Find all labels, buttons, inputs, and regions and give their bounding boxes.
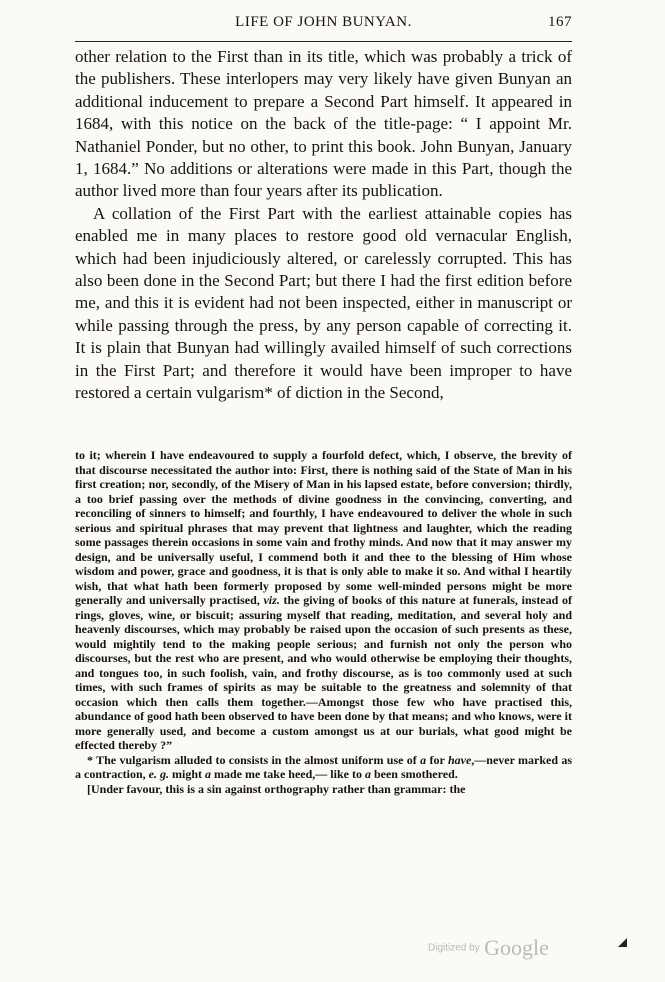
footnote-text: * The vulgarism alluded to consists in the almost uniform use of (87, 752, 417, 767)
google-logo: Google (484, 935, 549, 960)
footnote-italic: a (364, 767, 371, 781)
header-rule (75, 41, 572, 42)
running-header (75, 14, 572, 36)
small-print-section (75, 448, 572, 796)
digitized-watermark (428, 935, 549, 961)
footnote-italic: a (204, 767, 211, 781)
page-number: 167 (548, 14, 572, 30)
footnote-italic: e. g. (148, 767, 169, 781)
footnote-text: made me take heed,— like to (213, 767, 362, 781)
footnote-text: been smothered. (373, 767, 458, 781)
paragraph-1: other relation to the First than in its title, which was probably a trick of the publishers. These interlopers may very likely have given Bunyan an additional inducement to prepare a Second Part himself. It appeared in 1684, with this notice on the back of the title-page: “ I appoint Mr. Nathaniel Ponder, but no other, to print this book. John Bunyan, January 1, 1684.” No additions or alterations were made in this Part, though the author lived more than four years after its publication. (75, 47, 572, 201)
running-title: LIFE OF JOHN BUNYAN. (235, 14, 412, 30)
viz-italic: viz. (263, 593, 280, 607)
footnote (75, 753, 572, 782)
paragraph-2: A collation of the First Part with the earliest attainable copies has enabled me in many places to restore good old vernacular English, which had been injudiciously altered, or carelessly corrupted. This has also been done in the Second Part; but there I had the first edition before me, and this it is evident had not been inspected, either in manuscript or while passing through the press, by any person capable of correcting it. It is plain that Bunyan had willingly availed himself of such corrections in the First Part; and therefore it would have been improper to have restored a certain vulgarism* of diction in the Second, (75, 203, 572, 403)
footnote-text: ,—never marked as a contraction, (75, 752, 573, 781)
footnote-continuation: [Under favour, this is a sin against orthography rather than grammar: the (87, 781, 466, 796)
footnote-italic: have (447, 752, 472, 767)
watermark-small-text: Digitized by (428, 942, 480, 954)
quoted-passage (75, 448, 572, 753)
quote-text: to it; wherein I have endeavoured to supply a fourfold defect, which, I observe, the brevity of that discourse necessitated the author into: First, there is nothing said of the State of Man in his first creation; nor, secondly, of the Misery of Man in his lapsed estate, before conversion; thirdly, a too brief passing over the methods of divine goodness in the convincing, converting, and reconciling of sinners to himself; and fourthly, I have endeavoured to deliver the whole in such serious and spiritual phrases that may prevent that lightness and laughter, which the reading some passages therein occasions in some vain and frothy minds. And now that it may answer my design, and be universally useful, I commend both it and thee to the blessing of Him whose wisdom and power, grace and goodness, it is that is only able to make it so. And withal I heartily wish, that what hath been formerly proposed by some well-minded persons might be more generally and universally practised, (75, 448, 572, 607)
main-text (75, 46, 572, 405)
footnote-italic: a (420, 752, 427, 767)
footnote-text: might (171, 767, 202, 781)
quote-text-continued: the giving of books of this nature at funerals, instead of rings, gloves, wine, or biscuit; assuring myself that reading, meditation, and several holy and heavenly discourses, which may probably be raised upon the occasion of such presents as these, would mightily tend to the making people serious; and furnish not only the person who discourses, but the rest who are present, and who would otherwise be employing their thoughts, and tongues too, in such foolish, vain, and frothy discourse, as is too commonly used at such times, with such frames of spirits as may be suitable to the greatness and solemnity of that occasion which then calls them together.—Amongst those few who have practised this, abundance of good hath been observed to have been done by that means; and who knows, were it more generally used, and become a custom amongst us at our burials, what good might be effected thereby ?” (75, 593, 573, 752)
footnote-text: for (429, 752, 445, 767)
corner-triangle-icon (618, 938, 627, 947)
